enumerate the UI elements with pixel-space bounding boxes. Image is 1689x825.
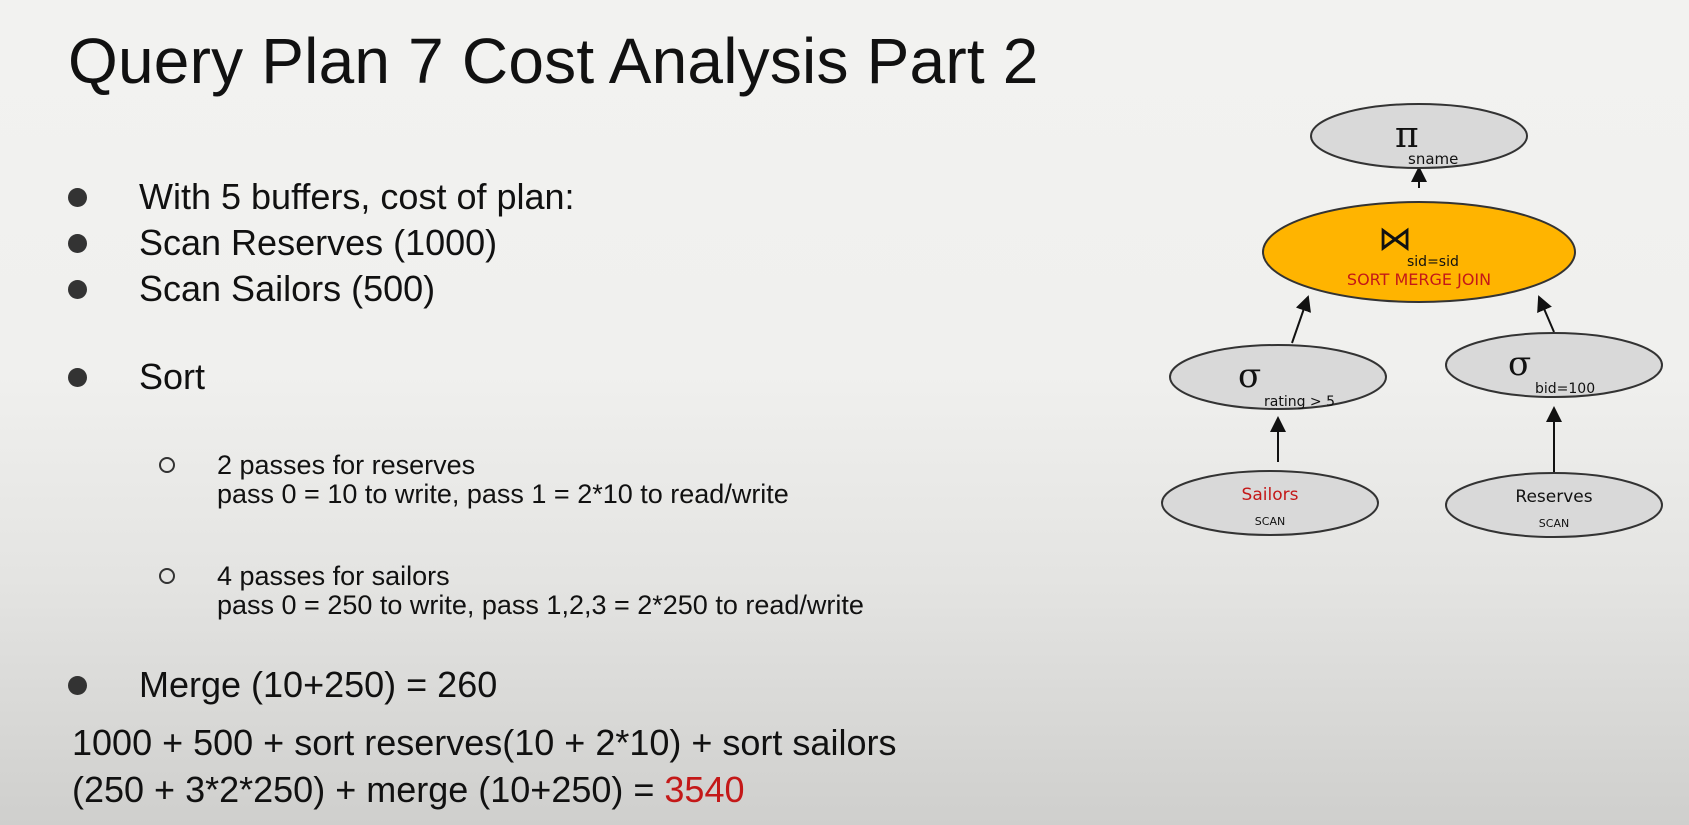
scan-right-table: Reserves — [1515, 487, 1593, 507]
sub-bullet-lines — [217, 451, 789, 509]
bullet-item — [68, 356, 205, 398]
bullet-item — [68, 222, 497, 264]
scan-left-node — [1162, 471, 1378, 535]
scan-right-node — [1446, 473, 1662, 537]
select-right-subscript: bid=100 — [1535, 381, 1596, 397]
bullet-text: Scan Reserves (1000) — [139, 222, 498, 263]
slide-title: Query Plan 7 Cost Analysis Part 2 — [68, 25, 1039, 97]
select-left-subscript: rating > 5 — [1264, 394, 1336, 410]
edge-select-left-to-join — [1292, 297, 1308, 343]
join-symbol: ⋈ — [1378, 219, 1412, 259]
bullet-text: Merge (10+250) = 260 — [139, 664, 498, 705]
bullet-dot — [68, 188, 87, 207]
projection-subscript: sname — [1408, 150, 1459, 168]
select-right-symbol: σ — [1508, 344, 1532, 384]
sub-bullet-line: pass 0 = 10 to write, pass 1 = 2*10 to read/write — [217, 479, 789, 509]
join-subscript: sid=sid — [1407, 254, 1459, 270]
sub-bullet-line: pass 0 = 250 to write, pass 1,2,3 = 2*250 to read/write — [217, 590, 864, 620]
sub-bullet-line: 4 passes for sailors — [217, 561, 450, 591]
projection-symbol: π — [1395, 115, 1419, 156]
bullet-item — [68, 268, 435, 310]
summary-result: 3540 — [664, 769, 745, 810]
bullet-item — [68, 176, 575, 218]
select-right-node — [1446, 333, 1662, 397]
join-node — [1263, 202, 1575, 302]
cost-summary — [72, 719, 896, 813]
bullet-dot — [68, 234, 87, 253]
bullet-dot — [68, 280, 87, 299]
scan-left-op: SCAN — [1254, 515, 1286, 528]
summary-line-text: (250 + 3*2*250) + merge (10+250) = — [72, 769, 665, 810]
join-method-label: SORT MERGE JOIN — [1346, 270, 1492, 289]
bullet-dot — [68, 368, 87, 387]
bullet-text: Sort — [139, 356, 206, 397]
summary-line: 1000 + 500 + sort reserves(10 + 2*10) + sort sailors — [72, 722, 897, 763]
sub-bullet-line: 2 passes for reserves — [217, 450, 476, 480]
bullet-dot — [68, 676, 87, 695]
bullet-item — [68, 664, 497, 706]
select-left-node — [1170, 345, 1386, 410]
select-left-symbol: σ — [1238, 356, 1262, 396]
projection-node — [1311, 104, 1527, 168]
scan-left-table: Sailors — [1241, 485, 1299, 505]
bullet-text: Scan Sailors (500) — [139, 268, 436, 309]
bullet-text: With 5 buffers, cost of plan: — [139, 176, 575, 217]
sub-bullet-ring — [159, 457, 175, 473]
edge-select-right-to-join — [1539, 297, 1554, 332]
query-plan-diagram — [1150, 95, 1670, 555]
sub-bullet-lines — [217, 562, 864, 620]
summary-line — [72, 766, 896, 813]
sub-bullet-ring — [159, 568, 175, 584]
scan-right-op: SCAN — [1538, 517, 1570, 530]
